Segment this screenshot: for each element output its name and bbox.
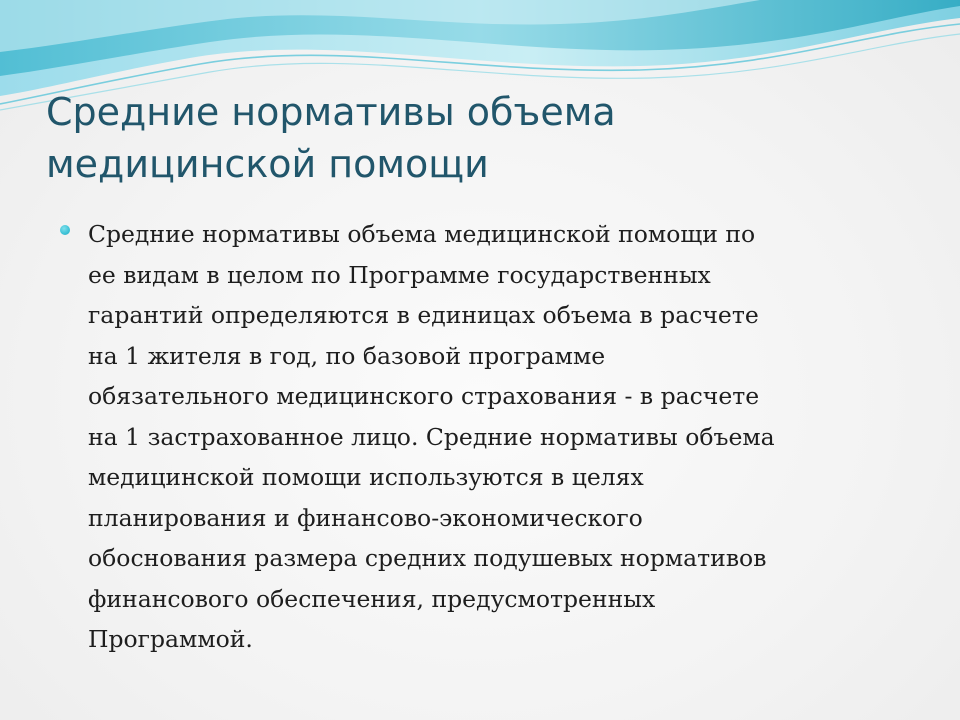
bullet-text-line: ее видам в целом по Программе государственных [88,260,711,289]
bullet-text-line: Средние нормативы объема медицинской помощи по [88,220,756,248]
bullet-text-line: медицинской помощи используются в целях [88,463,644,491]
bullet-icon [60,225,70,235]
bullet-text [88,214,930,660]
bullet-text-line: обоснования размера средних подушевых нормативов [88,544,767,572]
slide-title-line: медицинской помощи [46,142,489,186]
bullet-text-line: финансового обеспечения, предусмотренных [88,584,656,613]
bullet-text-line: обязательного медицинского страхования - в расчете [88,382,760,410]
bullet-text-line: гарантий определяются в единицах объема в расчете [88,301,759,329]
bullet-text-line: на 1 жителя в год, по базовой программе [88,341,606,370]
bullet-text-line: на 1 застрахованное лицо. Средние нормативы объема [88,422,775,451]
slide-title [46,86,906,190]
bullet-text-line: Программой. [88,625,253,653]
bullet-text-line: планирования и финансово-экономического [88,503,643,532]
slide-title-line: Средние нормативы объема [46,90,616,134]
